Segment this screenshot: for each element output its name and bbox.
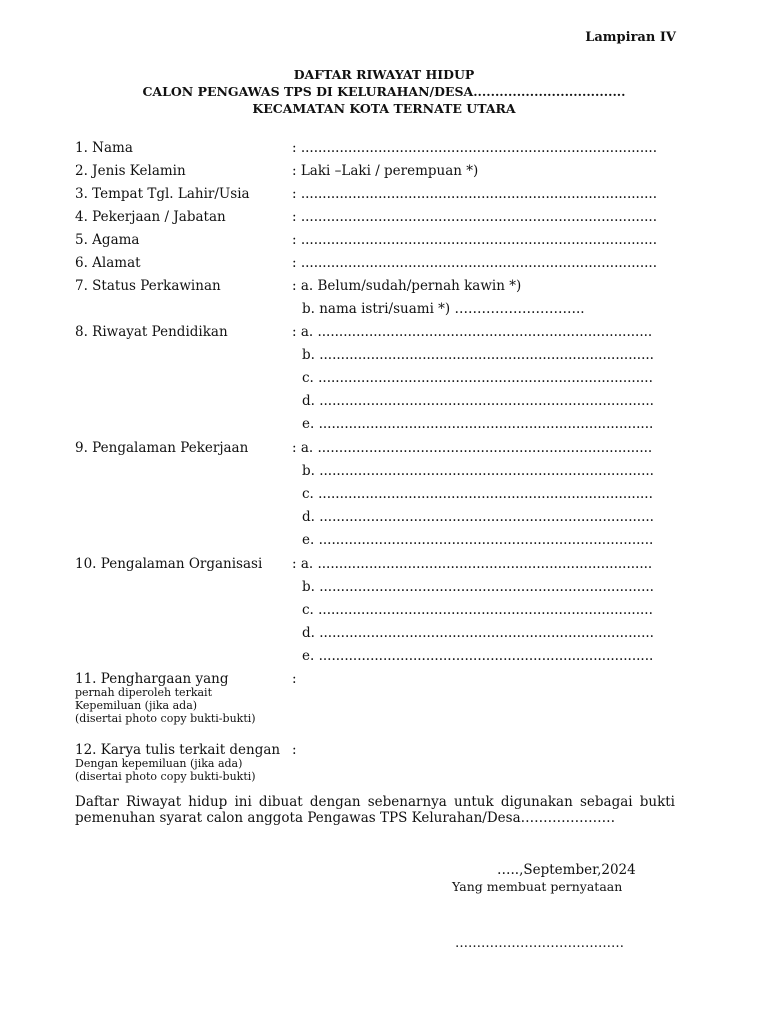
field-value: d. ..............................................................................: [302, 509, 654, 525]
field-value: : Laki –Laki / perempuan *): [292, 163, 479, 179]
signature-caption: Yang membuat pernyataan: [452, 879, 623, 894]
field-label: 8. Riwayat Pendidikan: [75, 324, 228, 340]
field-nama: [75, 140, 658, 160]
field-label: 1. Nama: [75, 140, 133, 156]
field-value: : ...................................................................................: [292, 186, 658, 202]
field-agama: [75, 232, 658, 252]
statement-paragraph: Daftar Riwayat hidup ini dibuat dengan sebenarnya untuk digunakan sebagai bukti pemenuhan syarat calon anggota Pengawas TPS Kelurahan/Desa…………………: [75, 794, 675, 826]
field-value: e. ..............................................................................: [302, 648, 654, 664]
field-value: : ...................................................................................: [292, 232, 658, 248]
field-note: (disertai photo copy bukti-bukti): [75, 712, 256, 725]
field-note: (disertai photo copy bukti-bukti): [75, 770, 256, 783]
field-pekerjaan: [75, 209, 658, 229]
field-label: 4. Pekerjaan / Jabatan: [75, 209, 226, 225]
document-subtitle: CALON PENGAWAS TPS DI KELURAHAN/DESA...................................: [142, 84, 626, 99]
field-value: c. ..............................................................................: [302, 370, 653, 386]
signature-date: …..,September,2024: [497, 862, 636, 878]
field-value: d. ..............................................................................: [302, 625, 654, 641]
field-value: :: [292, 671, 297, 687]
field-ttl: [75, 186, 658, 206]
field-label: 11. Penghargaan yang: [75, 671, 229, 687]
field-label: 6. Alamat: [75, 255, 141, 271]
field-jenis-kelamin: [75, 163, 645, 183]
field-value: b. ..............................................................................: [302, 347, 654, 363]
field-value: b. ..............................................................................: [302, 579, 654, 595]
field-label: 2. Jenis Kelamin: [75, 163, 186, 179]
field-value: : a. Belum/sudah/pernah kawin *): [292, 278, 522, 294]
field-label: 12. Karya tulis terkait dengan: [75, 742, 281, 758]
field-note: Kepemiluan (jika ada): [75, 699, 198, 712]
field-value: e. ..............................................................................: [302, 532, 654, 548]
district-title: KECAMATAN KOTA TERNATE UTARA: [252, 101, 516, 116]
field-value: :: [292, 742, 297, 758]
field-value: c. ..............................................................................: [302, 486, 653, 502]
field-pendidikan: [75, 324, 653, 344]
field-value: : ...................................................................................: [292, 255, 658, 271]
field-alamat: [75, 255, 658, 275]
signature-line: …………………………………: [455, 936, 624, 951]
field-value: b. nama istri/suami *) ………………………..: [302, 301, 585, 317]
field-label: 10. Pengalaman Organisasi: [75, 556, 263, 572]
field-pengalaman-kerja: [75, 440, 653, 460]
field-value: : a. ..............................................................................: [292, 324, 653, 340]
field-value: : ...................................................................................: [292, 209, 658, 225]
field-value: : a. ..............................................................................: [292, 556, 653, 572]
field-value: e. ..............................................................................: [302, 416, 654, 432]
field-label: 3. Tempat Tgl. Lahir/Usia: [75, 186, 250, 202]
annex-label: Lampiran IV: [585, 30, 676, 45]
field-status: [75, 278, 645, 298]
field-note: pernah diperoleh terkait: [75, 686, 212, 699]
field-label: 9. Pengalaman Pekerjaan: [75, 440, 249, 456]
field-value: : ...................................................................................: [292, 140, 658, 156]
field-value: : a. ..............................................................................: [292, 440, 653, 456]
field-organisasi: [75, 556, 653, 576]
field-note: Dengan kepemiluan (jika ada): [75, 757, 243, 770]
field-status-b: [75, 301, 645, 321]
field-value: d. ..............................................................................: [302, 393, 654, 409]
document-title: DAFTAR RIWAYAT HIDUP: [293, 67, 475, 82]
field-label: 7. Status Perkawinan: [75, 278, 221, 294]
field-value: b. ..............................................................................: [302, 463, 654, 479]
field-label: 5. Agama: [75, 232, 140, 248]
field-value: c. ..............................................................................: [302, 602, 653, 618]
